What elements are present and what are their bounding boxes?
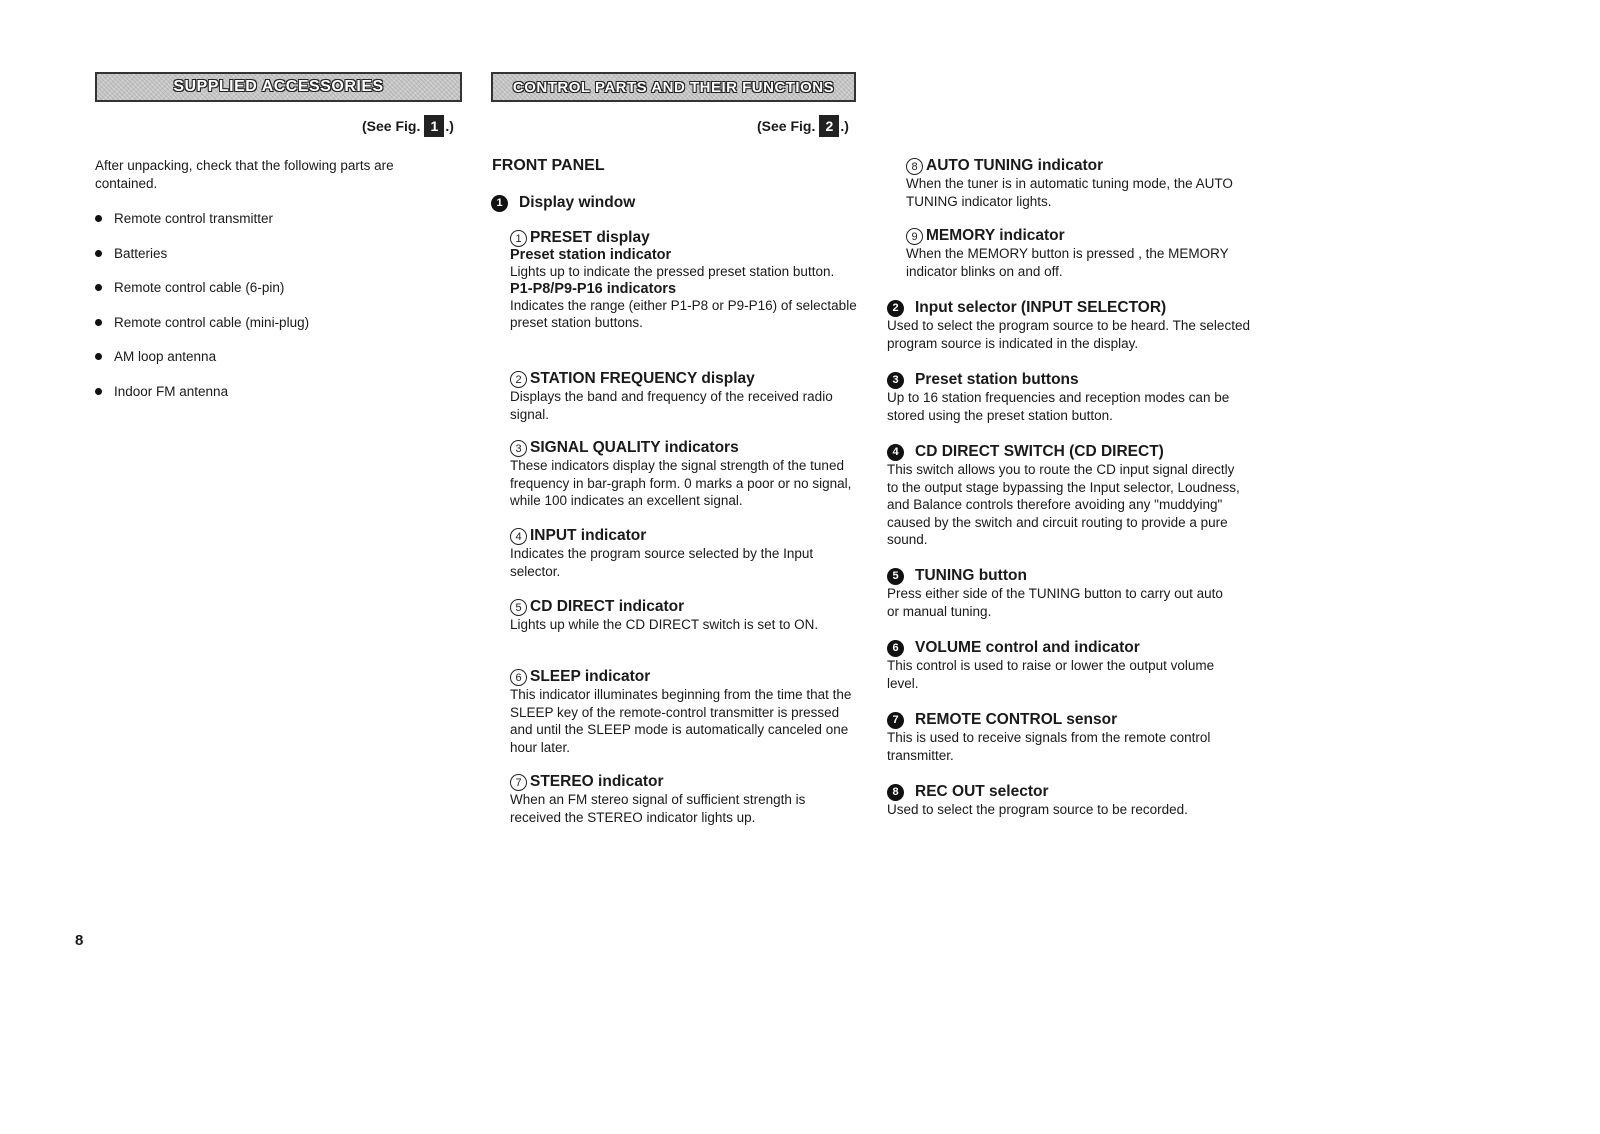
list-item: Remote control cable (mini-plug) [95, 314, 309, 332]
entry-memory: 9 MEMORY indicator When the MEMORY button is pressed , the MEMORY indicator blinks on and off. [906, 227, 1229, 279]
banner-title: CONTROL PARTS AND THEIR FUNCTIONS [512, 78, 835, 96]
page-number: 8 [75, 932, 84, 949]
item-cd-direct-switch: 4 CD DIRECT SWITCH (CD DIRECT) This switch allows you to route the CD input signal directly to the output stage bypassing the Input selector, Loudness, and Balance controls therefore avoiding any "muddying" caused by the switch and circuit routing to provide a pure sound. [887, 443, 1240, 547]
control-parts-banner [491, 72, 856, 102]
item-tuning-button: 5 TUNING button Press either side of the TUNING button to carry out auto or manual tuning. [887, 567, 1223, 619]
entry-sleep-indicator: 6 SLEEP indicator This indicator illuminates beginning from the time that the SLEEP key of the remote-control transmitter is pressed and until the SLEEP mode is automatically canceled one hour later. [510, 668, 852, 755]
entry-cd-direct-indicator: 5 CD DIRECT indicator Lights up while the CD DIRECT switch is set to ON. [510, 598, 819, 632]
number-badge: 1 [491, 195, 508, 212]
display-window-heading: 1 Display window [491, 194, 635, 212]
fig-number: 1 [424, 115, 444, 137]
see-fig-1: (See Fig. 1 .) [362, 115, 454, 137]
entry-station-frequency: 2 STATION FREQUENCY display Displays the band and frequency of the received radio signal. [510, 370, 833, 422]
item-remote-control-sensor: 7 REMOTE CONTROL sensor This is used to receive signals from the remote control transmitter. [887, 711, 1211, 763]
list-item: Indoor FM antenna [95, 383, 309, 401]
fig-number: 2 [819, 115, 839, 137]
banner-title: SUPPLIED ACCESSORIES [173, 78, 384, 95]
item-preset-station-buttons: 3 Preset station buttons Up to 16 station frequencies and reception modes can be stored using the preset station button. [887, 371, 1230, 423]
entry-stereo-indicator: 7 STEREO indicator When an FM stereo signal of sufficient strength is received the STEREO indicator lights up. [510, 773, 806, 825]
item-rec-out-selector: 8 REC OUT selector Used to select the program source to be recorded. [887, 783, 1188, 817]
item-volume-control: 6 VOLUME control and indicator This control is used to raise or lower the output volume level. [887, 639, 1215, 691]
entry-auto-tuning: 8 AUTO TUNING indicator When the tuner is in automatic tuning mode, the AUTO TUNING indicator lights. [906, 157, 1233, 209]
list-item: Remote control transmitter [95, 210, 309, 228]
list-item: Remote control cable (6-pin) [95, 279, 309, 297]
entry-signal-quality: 3 SIGNAL QUALITY indicators These indicators display the signal strength of the tuned frequency in bar-graph form. 0 marks a poor or no signal, while 100 indicates an excellent signal. [510, 439, 852, 508]
supplied-accessories-banner [95, 72, 462, 102]
accessories-list [95, 210, 309, 417]
item-input-selector: 2 Input selector (INPUT SELECTOR) Used to select the program source to be heard. The selected program source is indicated in the display. [887, 299, 1250, 351]
list-item: Batteries [95, 245, 309, 263]
see-fig-2: (See Fig. 2 .) [757, 115, 849, 137]
front-panel-heading: FRONT PANEL [492, 157, 605, 174]
entry-input-indicator: 4 INPUT indicator Indicates the program source selected by the Input selector. [510, 527, 814, 579]
entry-preset-display: 1 PRESET display Preset station indicator Lights up to indicate the pressed preset station button. P1-P8/P9-P16 indicators Indicates the range (either P1-P8 or P9-P16) of selectable preset station buttons. [510, 229, 857, 330]
intro-text: After unpacking, check that the following parts are contained. [95, 158, 394, 191]
list-item: AM loop antenna [95, 348, 309, 366]
